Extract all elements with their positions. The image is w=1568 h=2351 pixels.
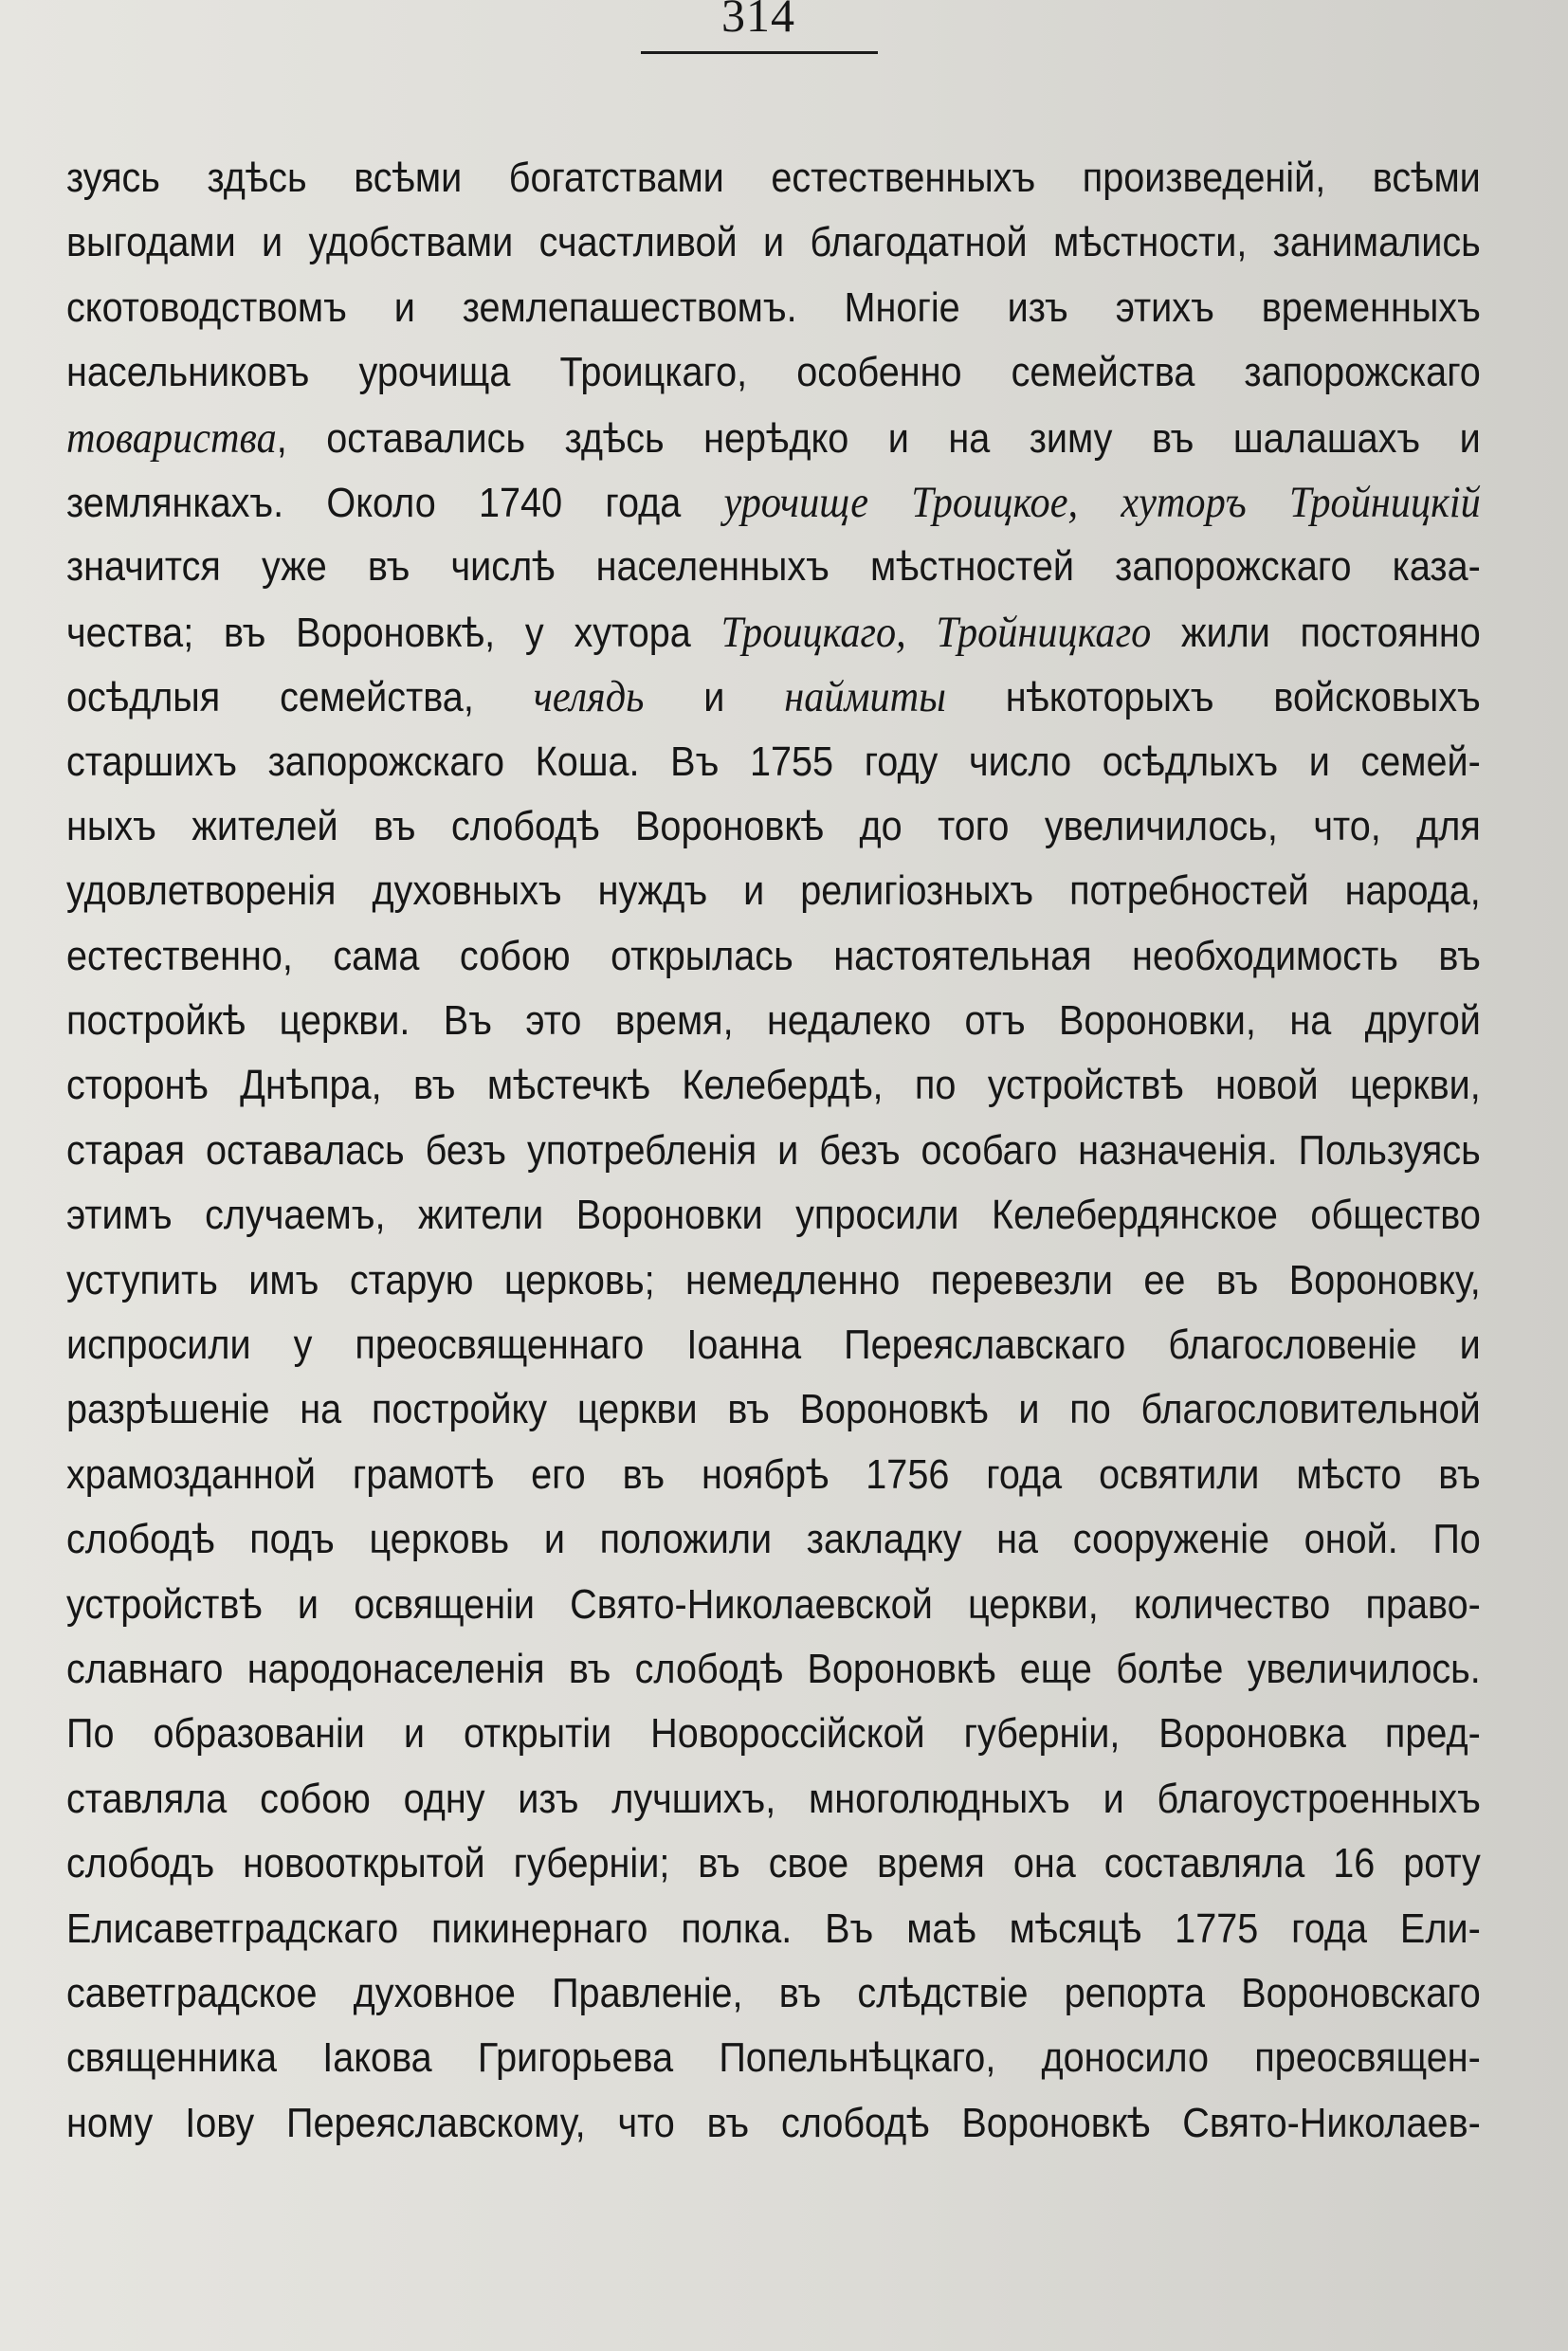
text-line — [66, 1507, 1481, 1572]
word: слободѣ — [66, 1516, 215, 1563]
word: населенныхъ — [595, 543, 830, 591]
word: Келебердѣ, — [682, 1062, 884, 1109]
word: грамотѣ — [352, 1450, 495, 1498]
word: новой — [1214, 1062, 1319, 1109]
word: до — [859, 802, 903, 849]
word: временныхъ — [1261, 283, 1481, 331]
word: собою — [260, 1775, 371, 1822]
word: слободъ — [66, 1840, 215, 1887]
word: Въ — [670, 738, 720, 785]
word: нерѣдко — [703, 414, 849, 462]
word: изъ — [1007, 283, 1068, 331]
word: и — [543, 1516, 565, 1563]
text-line — [66, 859, 1481, 923]
word: особенно — [796, 349, 962, 396]
italic-word: Тройницкаго — [936, 607, 1152, 657]
word: естественно, — [66, 932, 293, 979]
word: старшихъ — [66, 738, 237, 785]
word: Въ — [443, 997, 492, 1045]
word: на — [948, 414, 991, 462]
word: въ — [727, 1386, 770, 1433]
word: это — [525, 997, 582, 1045]
word: Днѣпра, — [240, 1062, 382, 1109]
word: семей- — [1360, 738, 1481, 785]
word: 1755 — [749, 738, 834, 785]
word: мѣстечкѣ — [486, 1062, 650, 1109]
word: духовныхъ — [372, 867, 562, 915]
word: этимъ — [66, 1192, 173, 1239]
word: Пользуясь — [1298, 1126, 1481, 1174]
word: въ — [1438, 1450, 1481, 1498]
word: Вороновка — [1158, 1710, 1346, 1758]
word: въ — [223, 609, 266, 656]
word: число — [968, 738, 1072, 785]
word: и — [703, 674, 725, 721]
word: ноябрѣ — [702, 1450, 830, 1498]
word: благословительной — [1140, 1386, 1481, 1433]
word: уже — [262, 543, 327, 591]
word: въ — [778, 1969, 822, 2016]
text-line — [66, 276, 1481, 340]
word: религiозныхъ — [800, 867, 1034, 915]
text-line — [66, 1897, 1481, 1961]
word: сама — [333, 932, 420, 979]
word: Вороновки, — [1059, 997, 1256, 1045]
word: пикинернаго — [431, 1904, 648, 1952]
word: репорта — [1064, 1969, 1206, 2016]
word: сторонѣ — [66, 1062, 209, 1109]
word: Попельнѣцкаго, — [719, 2034, 996, 2082]
word: по — [1069, 1386, 1111, 1433]
word: устройствѣ — [66, 1580, 263, 1628]
text-line — [66, 146, 1481, 210]
word: этихъ — [1115, 283, 1214, 331]
word: и — [1103, 1775, 1124, 1822]
word: числѣ — [450, 543, 556, 591]
word: другой — [1364, 997, 1481, 1045]
word: Вороновкѣ — [635, 802, 825, 849]
word: Переяславскаго — [844, 1321, 1126, 1369]
word: ее — [1143, 1256, 1186, 1303]
word: Свято-Николаев- — [1182, 2099, 1481, 2146]
word: свое — [768, 1840, 849, 1887]
text-line — [66, 794, 1481, 859]
word: въ — [367, 543, 410, 591]
word: время — [877, 1840, 985, 1887]
word: и — [297, 1580, 319, 1628]
text-line — [66, 1702, 1481, 1766]
word: оной. — [1304, 1516, 1398, 1563]
word: Вороновкѣ — [807, 1645, 996, 1692]
word: уступить — [66, 1256, 218, 1303]
word: въ — [1215, 1256, 1259, 1303]
word: церкви — [576, 1386, 698, 1433]
word: 1756 — [866, 1450, 950, 1498]
word: преосвящен- — [1254, 2034, 1481, 2082]
word: жителей — [191, 802, 338, 849]
word: старая — [66, 1126, 186, 1174]
word: открытiи — [463, 1710, 612, 1758]
word: того — [938, 802, 1010, 849]
word: разрѣшенiе — [66, 1386, 270, 1433]
word: пред- — [1384, 1710, 1481, 1758]
word: и — [1018, 1386, 1040, 1433]
word: духовное — [353, 1969, 516, 2016]
word: слободѣ — [780, 2099, 930, 2146]
text-line — [66, 406, 1481, 470]
word: на — [996, 1516, 1039, 1563]
word: Вороновскаго — [1241, 1969, 1481, 2016]
text-line — [66, 1183, 1481, 1248]
word: богатствами — [508, 155, 724, 201]
word: образованiи — [153, 1710, 365, 1758]
word: безъ — [819, 1126, 901, 1174]
word: еще — [1019, 1645, 1092, 1692]
word: 16 — [1333, 1840, 1376, 1887]
word: Многiе — [844, 283, 960, 331]
word: упросили — [795, 1192, 959, 1239]
word: 1775 — [1175, 1904, 1259, 1952]
text-line — [66, 730, 1481, 794]
word: выгодами — [66, 219, 236, 266]
word: насельниковъ — [66, 349, 310, 396]
word: для — [1416, 802, 1481, 849]
word: и — [743, 867, 765, 915]
text-line — [66, 1637, 1481, 1702]
word: здѣсь — [207, 155, 307, 201]
word: освященiи — [354, 1580, 536, 1628]
italic-word: Троицкое, — [911, 477, 1079, 527]
word: запорожскаго — [1244, 349, 1481, 396]
word: открылась — [611, 932, 793, 979]
italic-word: Тройницкiй — [1288, 477, 1481, 527]
word: доносило — [1041, 2034, 1210, 2082]
word: народонаселенiя — [246, 1645, 545, 1692]
word: Новороссiйской — [650, 1710, 925, 1758]
word: благодатной — [810, 219, 1028, 266]
text-line — [66, 2026, 1481, 2090]
word: осѣдлыхъ — [1102, 738, 1279, 785]
word: слѣдствiе — [857, 1969, 1029, 2016]
italic-word: хуторъ — [1121, 477, 1247, 527]
word: увеличилось. — [1247, 1645, 1481, 1692]
word: запорожскаго — [267, 738, 504, 785]
word: его — [531, 1450, 586, 1498]
word: произведенiй, — [1082, 155, 1326, 201]
word: священника — [66, 2034, 278, 2082]
word: на — [1289, 997, 1332, 1045]
word: въ — [374, 802, 416, 849]
word: и — [887, 414, 909, 462]
word: Iову — [185, 2099, 255, 2146]
word: семейства — [1011, 349, 1195, 396]
word: право- — [1365, 1580, 1481, 1628]
text-line — [66, 1767, 1481, 1832]
word: немедленно — [685, 1256, 901, 1303]
word: зуясь — [66, 155, 160, 201]
word: подъ — [249, 1516, 335, 1563]
word: славнаго — [66, 1645, 224, 1692]
word: у — [293, 1321, 313, 1369]
word: въ — [568, 1645, 611, 1692]
word: мѣстностей — [870, 543, 1075, 591]
word: постоянно — [1300, 609, 1481, 656]
word: въ — [622, 1450, 665, 1498]
word: Iакова — [322, 2034, 432, 2082]
text-line — [66, 1573, 1481, 1637]
word: освятили — [1099, 1450, 1260, 1498]
word: болѣе — [1116, 1645, 1224, 1692]
word: войсковыхъ — [1273, 674, 1481, 721]
word: постройкѣ — [66, 997, 246, 1045]
text-line — [66, 1832, 1481, 1896]
word: многолюдныхъ — [809, 1775, 1070, 1822]
word: мѣстности, — [1052, 219, 1248, 266]
word: нѣкоторыхъ — [1005, 674, 1214, 721]
word: постройку — [371, 1386, 548, 1433]
word: необходимость — [1132, 932, 1398, 979]
word: жители — [417, 1192, 544, 1239]
word: слободѣ — [634, 1645, 784, 1692]
word: саветградское — [66, 1969, 318, 2016]
word: нуждъ — [597, 867, 708, 915]
word: церковь; — [503, 1256, 655, 1303]
word: новооткрытой — [243, 1840, 485, 1887]
page-number: 314 — [721, 0, 795, 42]
italic-word: наймиты — [784, 672, 946, 722]
word: отъ — [964, 997, 1026, 1045]
word: занимались — [1272, 219, 1481, 266]
word: удобствами — [308, 219, 514, 266]
word: и — [777, 1126, 799, 1174]
word: одну — [403, 1775, 485, 1822]
word: и — [762, 219, 785, 266]
word: хутора — [574, 609, 691, 656]
word: ныхъ — [66, 802, 156, 849]
word: Свято-Николаевской — [570, 1580, 933, 1628]
word: губернiи; — [513, 1840, 670, 1887]
italic-word: Троицкаго, — [720, 607, 906, 657]
word: храмозданной — [66, 1450, 316, 1498]
word: испросили — [66, 1321, 251, 1369]
word: увеличилось, — [1044, 802, 1278, 849]
word: время, — [614, 997, 734, 1045]
word: лучшихъ, — [611, 1775, 776, 1822]
word-group — [66, 406, 287, 471]
word: общество — [1310, 1192, 1481, 1239]
word: года — [1291, 1904, 1368, 1952]
text-line — [66, 989, 1481, 1053]
word: оставалась — [205, 1126, 405, 1174]
word: церкви, — [1350, 1062, 1481, 1109]
word: случаемъ, — [205, 1192, 386, 1239]
word: народа, — [1344, 867, 1481, 915]
word: ставляла — [66, 1775, 228, 1822]
page-header — [0, 0, 1568, 66]
word: чества; — [66, 609, 194, 656]
text-line — [66, 924, 1481, 989]
italic-word: челядь — [533, 672, 645, 722]
word: Переяславскому, — [286, 2099, 586, 2146]
text-line — [66, 340, 1481, 405]
word: Троицкаго, — [559, 349, 748, 396]
word: и — [1308, 738, 1330, 785]
word: положили — [599, 1516, 773, 1563]
word: и — [393, 283, 415, 331]
word: Вороновкѣ — [961, 2099, 1151, 2146]
word: церкви, — [968, 1580, 1099, 1628]
word: осѣдлыя — [66, 674, 221, 721]
word: Iоанна — [686, 1321, 802, 1369]
word: она — [1012, 1840, 1076, 1887]
word: церкви. — [279, 997, 410, 1045]
word: составляла — [1103, 1840, 1305, 1887]
text-line — [66, 535, 1481, 599]
word: роту — [1403, 1840, 1481, 1887]
word: благословенiе — [1168, 1321, 1417, 1369]
word: Келебердянское — [992, 1192, 1278, 1239]
word: Вороновкѣ, — [296, 609, 496, 656]
text-line — [66, 210, 1481, 275]
text-line — [66, 1443, 1481, 1507]
word: значится — [66, 543, 221, 591]
word: Въ — [825, 1904, 874, 1952]
word: полка. — [681, 1904, 793, 1952]
text-line — [66, 600, 1481, 665]
text-line — [66, 1313, 1481, 1377]
word: по — [914, 1062, 957, 1109]
word: оставались — [326, 414, 526, 462]
word: особаго — [921, 1126, 1058, 1174]
word: въ — [1438, 932, 1481, 979]
word: всѣми — [354, 155, 463, 201]
word: здѣсь — [564, 414, 665, 462]
word: сооруженiе — [1072, 1516, 1270, 1563]
word: каза- — [1392, 543, 1481, 591]
word: скотоводствомъ — [66, 283, 347, 331]
word: и — [1459, 414, 1481, 462]
word: семейства, — [280, 674, 474, 721]
word: года — [605, 479, 682, 526]
word: По — [1432, 1516, 1481, 1563]
text-line — [66, 1377, 1481, 1442]
word: губернiи, — [963, 1710, 1121, 1758]
word: землянкахъ. — [66, 479, 284, 526]
text-line — [66, 1961, 1481, 2026]
word: По — [66, 1710, 115, 1758]
word: запорожскаго — [1115, 543, 1352, 591]
word: что, — [1313, 802, 1381, 849]
italic-word: урочище — [723, 477, 869, 527]
word: безъ — [425, 1126, 507, 1174]
word: году — [864, 738, 939, 785]
word: на — [300, 1386, 342, 1433]
word: мѣсяцѣ — [1009, 1904, 1142, 1952]
word: слободѣ — [450, 802, 600, 849]
word: ному — [66, 2099, 154, 2146]
text-body — [66, 146, 1481, 2156]
text-line — [66, 1248, 1481, 1313]
word: преосвященнаго — [355, 1321, 645, 1369]
text-line — [66, 665, 1481, 729]
word: Коша. — [535, 738, 640, 785]
word: удовлетворенiя — [66, 867, 337, 915]
word: и — [1459, 1321, 1481, 1369]
text-line — [66, 2091, 1481, 2156]
word: Ели- — [1399, 1904, 1481, 1952]
word: Около — [326, 479, 436, 526]
word: у — [524, 609, 544, 656]
word: количество — [1133, 1580, 1331, 1628]
word: въ — [698, 1840, 740, 1887]
header-rule — [641, 51, 878, 54]
word: Вороновки — [575, 1192, 763, 1239]
word: имъ — [248, 1256, 319, 1303]
word: старую — [349, 1256, 474, 1303]
word: маѣ — [906, 1904, 976, 1952]
word: въ — [1151, 414, 1194, 462]
word: закладку — [806, 1516, 962, 1563]
italic-word: товариства — [66, 412, 277, 463]
word: и — [403, 1710, 425, 1758]
word: года — [986, 1450, 1063, 1498]
word: землепашествомъ. — [462, 283, 797, 331]
word: и — [262, 219, 283, 266]
word: благоустроенныхъ — [1157, 1775, 1481, 1822]
word: зиму — [1029, 414, 1113, 462]
word: недалеко — [767, 997, 932, 1045]
word: Вороновкѣ — [799, 1386, 989, 1433]
word: шалашахъ — [1232, 414, 1421, 462]
word: , — [276, 414, 287, 462]
text-line — [66, 1053, 1481, 1118]
word: собою — [459, 932, 571, 979]
word: Вороновку, — [1288, 1256, 1481, 1303]
word: 1740 — [479, 479, 563, 526]
word: перевезли — [930, 1256, 1113, 1303]
word: естественныхъ — [771, 155, 1036, 201]
word: изъ — [518, 1775, 579, 1822]
word: употребленiя — [526, 1126, 757, 1174]
text-line — [66, 470, 1481, 535]
word: мѣсто — [1296, 1450, 1402, 1498]
word: что — [617, 2099, 675, 2146]
word: потребностей — [1069, 867, 1309, 915]
word: въ — [706, 2099, 750, 2146]
word: настоятельная — [833, 932, 1092, 979]
word: Григорьева — [477, 2034, 674, 2082]
word: церковь — [369, 1516, 510, 1563]
word: урочища — [358, 349, 511, 396]
word: счастливой — [538, 219, 738, 266]
word: Елисаветградскаго — [66, 1904, 399, 1952]
word: въ — [413, 1062, 456, 1109]
word: Правленiе, — [552, 1969, 743, 2016]
word: устройствѣ — [987, 1062, 1184, 1109]
word: жили — [1180, 609, 1270, 656]
text-line — [66, 1119, 1481, 1183]
word: назначенiя. — [1078, 1126, 1278, 1174]
word: всѣми — [1372, 155, 1481, 201]
